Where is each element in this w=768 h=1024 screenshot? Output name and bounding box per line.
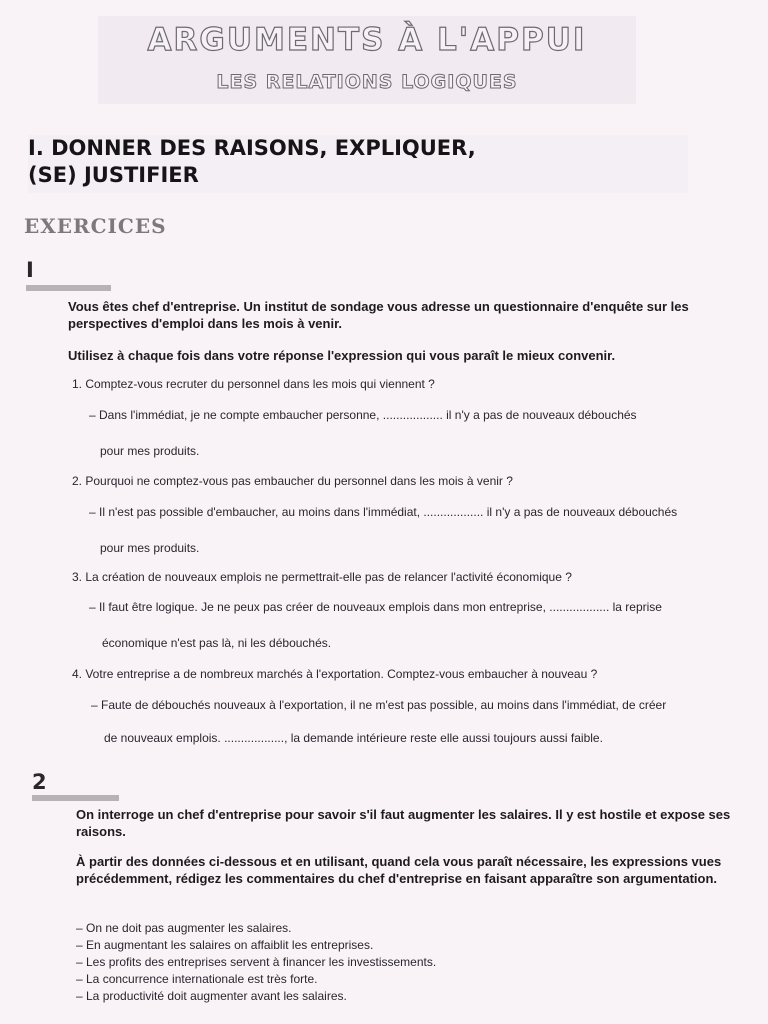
answer-2-line-2: pour mes produits.	[100, 541, 200, 555]
answer-2-line-1: – Il n'est pas possible d'embaucher, au moins dans l'immédiat, .................. il n'y a pas de nouveaux débouchés	[89, 505, 678, 519]
exercices-heading: EXERCICES	[24, 214, 167, 238]
section-title-line-2: (SE) JUSTIFIER	[28, 163, 199, 187]
question-4: 4. Votre entreprise a de nombreux marchés à l'exportation. Comptez-vous embaucher à nouveau ?	[72, 667, 598, 681]
exercise-2-number: 2	[32, 770, 47, 794]
list-item: – La productivité doit augmenter avant les salaires.	[76, 989, 347, 1003]
data-list	[76, 920, 436, 1005]
exercise-1-intro: Vous êtes chef d'entreprise. Un institut de sondage vous adresse un questionnaire d'enquête sur les perspectives d'emploi dans les mois à venir.	[68, 299, 689, 331]
list-item: – Les profits des entreprises servent à financer les investissements.	[76, 955, 437, 969]
title-banner	[98, 16, 636, 104]
answer-4-line-1: – Faute de débouchés nouveaux à l'exportation, il ne m'est pas possible, au moins dans l'immédiat, de créer	[91, 698, 667, 712]
exercise-1-number: I	[26, 258, 34, 282]
question-2: 2. Pourquoi ne comptez-vous pas embaucher du personnel dans les mois à venir ?	[72, 474, 513, 488]
section-title	[28, 135, 688, 193]
question-1: 1. Comptez-vous recruter du personnel dans les mois qui viennent ?	[72, 377, 435, 391]
answer-1-line-1: – Dans l'immédiat, je ne compte embaucher personne, .................. il n'y a pas de nouveaux débouchés	[89, 408, 637, 422]
list-item: – La concurrence internationale est très forte.	[76, 972, 318, 986]
answer-4-line-2: de nouveaux emplois. .................., la demande intérieure reste elle aussi toujours aussi faible.	[104, 731, 603, 745]
list-item: – En augmentant les salaires on affaiblit les entreprises.	[76, 938, 374, 952]
exercise-2-bar	[32, 795, 119, 801]
exercise-2-instruction: À partir des données ci-dessous et en utilisant, quand cela vous paraît nécessaire, les expressions vues précédemment, rédigez les commentaires du chef d'entreprise en faisant apparaître son argumentation.	[76, 854, 722, 886]
answer-3-line-2: économique n'est pas là, ni les débouchés.	[102, 636, 332, 650]
banner-title: ARGUMENTS À L'APPUI	[147, 22, 587, 58]
exercise-2-intro: On interroge un chef d'entreprise pour savoir s'il faut augmenter les salaires. Il y est hostile et expose ses raisons.	[76, 807, 731, 839]
section-title-line-1: I. DONNER DES RAISONS, EXPLIQUER,	[28, 136, 476, 160]
exercise-1-bar	[26, 285, 111, 291]
exercise-1-instruction: Utilisez à chaque fois dans votre réponse l'expression qui vous paraît le mieux convenir.	[68, 348, 616, 363]
answer-3-line-1: – Il faut être logique. Je ne peux pas créer de nouveaux emplois dans mon entreprise, .................. la reprise	[89, 600, 662, 614]
question-3: 3. La création de nouveaux emplois ne permettrait-elle pas de relancer l'activité économique ?	[72, 570, 572, 584]
list-item: – On ne doit pas augmenter les salaires.	[76, 921, 292, 935]
answer-1-line-2: pour mes produits.	[100, 444, 200, 458]
banner-subtitle: LES RELATIONS LOGIQUES	[216, 71, 518, 93]
